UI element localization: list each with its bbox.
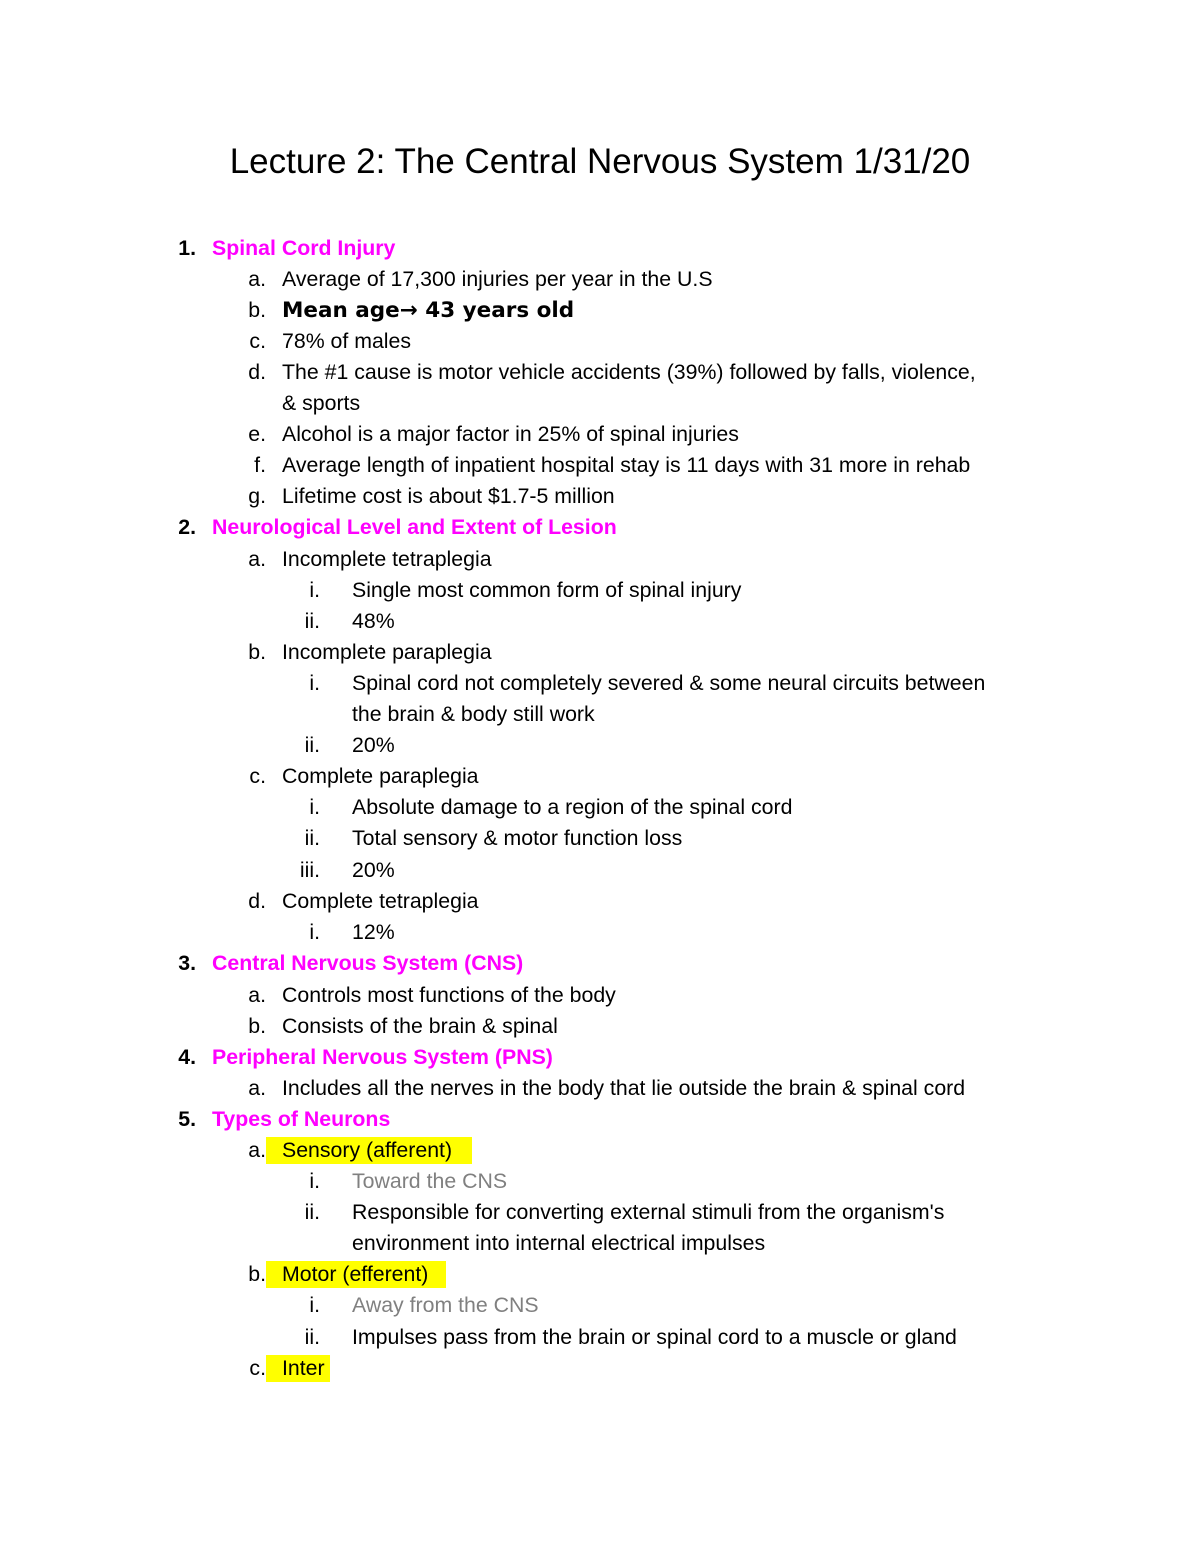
- list-item-text: Responsible for converting external stimuli from the organism's: [352, 1200, 945, 1224]
- list-marker: b.: [248, 1014, 266, 1038]
- list-item-text: Single most common form of spinal injury: [352, 578, 742, 602]
- list-item-text: Absolute damage to a region of the spinal cord: [352, 795, 793, 819]
- list-item-text: Incomplete tetraplegia: [282, 547, 492, 571]
- list-item-text: Incomplete paraplegia: [282, 640, 492, 664]
- list-item-text: Inter: [282, 1356, 325, 1380]
- list-item-text: Complete paraplegia: [282, 764, 479, 788]
- section-heading: Central Nervous System (CNS): [212, 951, 524, 975]
- list-marker: b.: [248, 1262, 266, 1286]
- list-item-text: Away from the CNS: [352, 1293, 539, 1317]
- list-marker: iii.: [299, 858, 320, 882]
- list-item-text: Consists of the brain & spinal: [282, 1014, 558, 1038]
- list-marker: i.: [309, 795, 320, 819]
- list-item-text: Average of 17,300 injuries per year in the U.S: [282, 267, 713, 291]
- list-marker: ii.: [304, 826, 320, 850]
- list-marker: a.: [248, 547, 266, 571]
- list-item-text: Toward the CNS: [352, 1169, 508, 1193]
- list-marker: e.: [248, 422, 266, 446]
- list-item-text: environment into internal electrical impulses: [352, 1231, 766, 1255]
- list-number: 2.: [178, 515, 196, 539]
- list-item-text: Average length of inpatient hospital stay is 11 days with 31 more in rehab: [282, 453, 971, 477]
- list-item-text: Total sensory & motor function loss: [352, 826, 683, 850]
- list-item-text: & sports: [282, 391, 361, 415]
- list-marker: f.: [254, 453, 266, 477]
- list-item-text: Impulses pass from the brain or spinal cord to a muscle or gland: [352, 1325, 957, 1349]
- list-item-text: 48%: [352, 609, 395, 633]
- list-item-text: 78% of males: [282, 329, 412, 353]
- list-marker: a.: [248, 1138, 266, 1162]
- list-item-text: Spinal cord not completely severed & some neural circuits between: [352, 671, 986, 695]
- section-heading: Types of Neurons: [212, 1107, 391, 1131]
- list-marker: c.: [249, 1356, 266, 1380]
- list-item-text: Lifetime cost is about $1.7-5 million: [282, 484, 615, 508]
- list-item-text: Complete tetraplegia: [282, 889, 479, 913]
- list-item-text: The #1 cause is motor vehicle accidents (39%) followed by falls, violence,: [282, 360, 976, 384]
- list-marker: ii.: [304, 1200, 320, 1224]
- list-item-text: the brain & body still work: [352, 702, 595, 726]
- list-number: 5.: [178, 1107, 196, 1131]
- list-number: 4.: [178, 1045, 196, 1069]
- list-item-text: 20%: [352, 733, 395, 757]
- list-item-text: Sensory (afferent): [282, 1138, 453, 1162]
- list-marker: ii.: [304, 1325, 320, 1349]
- section-heading: Neurological Level and Extent of Lesion: [212, 515, 617, 539]
- list-item-text: Mean age→ 43 years old: [282, 298, 575, 323]
- list-item-text: Alcohol is a major factor in 25% of spinal injuries: [282, 422, 739, 446]
- list-marker: ii.: [304, 609, 320, 633]
- list-marker: a.: [248, 267, 266, 291]
- list-marker: g.: [248, 484, 266, 508]
- list-marker: d.: [248, 360, 266, 384]
- page-title: Lecture 2: The Central Nervous System 1/31/20: [229, 142, 971, 181]
- list-marker: b.: [248, 640, 266, 664]
- list-marker: d.: [248, 889, 266, 913]
- list-number: 1.: [178, 236, 196, 260]
- list-item-text: Includes all the nerves in the body that lie outside the brain & spinal cord: [282, 1076, 966, 1100]
- list-item-text: 12%: [352, 920, 395, 944]
- section-heading: Spinal Cord Injury: [212, 236, 396, 260]
- list-marker: b.: [248, 298, 266, 322]
- list-marker: i.: [309, 671, 320, 695]
- list-marker: c.: [249, 764, 266, 788]
- section-heading: Peripheral Nervous System (PNS): [212, 1045, 553, 1069]
- list-marker: i.: [309, 1169, 320, 1193]
- list-marker: i.: [309, 920, 320, 944]
- list-item-text: Controls most functions of the body: [282, 983, 616, 1007]
- list-marker: c.: [249, 329, 266, 353]
- list-item-text: 20%: [352, 858, 395, 882]
- list-marker: a.: [248, 1076, 266, 1100]
- list-item-text: Motor (efferent): [282, 1262, 429, 1286]
- list-marker: i.: [309, 578, 320, 602]
- list-number: 3.: [178, 951, 196, 975]
- list-marker: ii.: [304, 733, 320, 757]
- list-marker: a.: [248, 983, 266, 1007]
- list-marker: i.: [309, 1293, 320, 1317]
